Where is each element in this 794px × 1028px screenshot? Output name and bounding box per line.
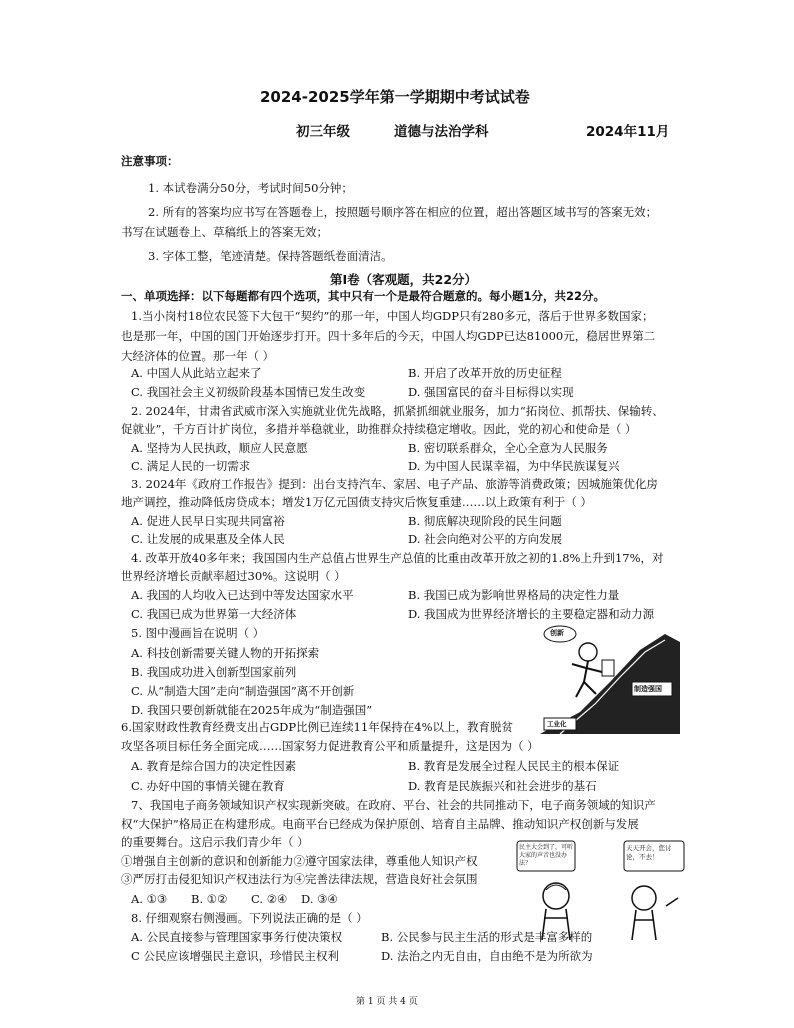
option-c: C. ②④	[251, 892, 288, 906]
question-text: 权“大保护”格局正在构建形成。电商平台已经成为保护原创、培育自主品牌、推动知识产权创新与发展	[121, 817, 639, 831]
question-statement: ③严厉打击侵犯知识产权违法行为④完善法律法规，营造良好社会氛围	[121, 872, 478, 886]
option-d: D. 教育是民族振兴和社会进步的基石	[408, 779, 597, 793]
option-d: D. 社会向绝对公平的方向发展	[408, 532, 563, 546]
grade-label: 初三年级	[296, 124, 350, 140]
cartoon-label: 工业化	[547, 720, 567, 728]
option-a: A. 教育是综合国力的决定性因素	[131, 759, 297, 773]
option-b: B. 彻底解决现阶段的民生问题	[408, 514, 562, 528]
option-a: A. 促进人民早日实现共同富裕	[131, 514, 285, 528]
option-c: C. 让发展的成果惠及全体人民	[131, 532, 285, 546]
notice-item: 2. 所有的答案均应书写在答题卷上，按照题号顺序答在相应的位置，超出答题区域书写的答案无效；	[148, 205, 658, 219]
option-c: C. 我国已成为世界第一大经济体	[131, 607, 297, 621]
question-text: 的重要舞台。这启示我们青少年（ ）	[121, 835, 309, 849]
option-c: C. 满足人民的一切需求	[131, 459, 251, 473]
question-text: 5. 图中漫画旨在说明（ ）	[131, 626, 265, 640]
person-head	[632, 886, 656, 910]
innovation-cartoon	[540, 622, 680, 734]
climber-body	[572, 661, 602, 697]
question-text: 4. 改革开放40多年来；我国国内生产总值占世界生产总值的比重由改革开放之初的1.8%上升到17%，对	[131, 551, 664, 565]
notice-item: 书写在试题卷上、草稿纸上的答案无效；	[121, 225, 328, 239]
page-number: 第 1 页 共 4 页	[356, 997, 418, 1007]
option-d: D. 我国只要创新就能在2025年成为“制造强国”	[131, 703, 373, 717]
cartoon-label: 制造强国	[634, 684, 662, 693]
option-a: A. ①③	[131, 892, 168, 906]
notice-item: 1. 本试卷满分50分，考试时间50分钟；	[148, 181, 353, 195]
option-d: D. 我国成为世界经济增长的主要稳定器和动力源	[408, 607, 655, 621]
question-text: 6.国家财政性教育经费支出占GDP比例已连续11年保持在4%以上，教育脱贫	[121, 720, 513, 734]
option-d: D. 为中国人民谋幸福，为中华民族谋复兴	[408, 459, 620, 473]
question-text: 3. 2024年《政府工作报告》提到：出台支持汽车、家居、电子产品、旅游等消费政策；因城施策优化房	[131, 477, 658, 491]
question-text: 也是那一年，中国的国门开始逐步打开。四十多年后的今天，中国人均GDP已达81000元，稳居世界第二	[121, 329, 656, 343]
option-a: A. 坚持为人民执政，顺应人民意愿	[131, 441, 308, 455]
climber-head	[579, 643, 597, 661]
notice-heading: 注意事项：	[121, 154, 179, 168]
notice-item: 3. 字体工整，笔迹清楚。保持答题纸卷面清洁。	[148, 249, 393, 263]
cartoon-speech: 天天开会，您讨论，不去！	[626, 844, 672, 861]
climber-sign	[602, 660, 614, 676]
cartoon-speech: 民主大会到了，可听大家的声音也没办法？	[519, 844, 574, 867]
option-b: B. 密切联系群众，全心全意为人民服务	[408, 441, 608, 455]
question-text: 促就业”，千方百计扩岗位，多措并举稳就业，助推群众持续稳定增收。因此，党的初心和使命是（ ）	[121, 422, 637, 436]
person-head	[543, 883, 569, 909]
question-text: 1.当小岗村18位农民签下大包干“契约”的那一年，中国人均GDP只有280多元，落后于世界多数国家；	[131, 309, 654, 323]
option-c: C. 从“制造大国”走向“制造强国”离不开创新	[131, 684, 355, 698]
exam-title: 2024-2025学年第一学期期中考试试卷	[260, 88, 530, 106]
section-instruction: 一、单项选择：以下每题都有四个选项，其中只有一个是最符合题意的。每小题1分，共22分。	[121, 289, 606, 303]
option-b: B. 我国已成为影响世界格局的决定性力量	[408, 588, 620, 602]
option-b: B. 开启了改革开放的历史征程	[408, 366, 562, 380]
option-a: A. 中国人从此站立起来了	[131, 366, 262, 380]
option-b: B. 我国成功进入创新型国家前列	[131, 665, 297, 679]
question-text: 大经济体的位置。那一年（ ）	[121, 349, 275, 363]
person-arm	[666, 898, 678, 906]
option-a: A. 公民直接参与管理国家事务行使决策权	[131, 930, 343, 944]
option-d: D. 强国富民的奋斗目标得以实现	[408, 385, 574, 399]
subject-label: 道德与法治学科	[394, 124, 489, 140]
option-d: D. 法治之内无自由，自由绝不是为所欲为	[381, 949, 593, 963]
option-a: A. 科技创新需要关键人物的开拓探索	[131, 646, 320, 660]
question-text: 2. 2024年，甘肃省武威市深入实施就业优先战略，抓紧抓细就业服务，加力“拓岗位、抓帮扶、保输转、	[131, 404, 664, 418]
option-b: B. 教育是发展全过程人民民主的根本保证	[408, 759, 620, 773]
option-c: C 公民应该增强民主意识，珍惜民主权利	[131, 949, 339, 963]
question-statement: ①增强自主创新的意识和创新能力②遵守国家法律，尊重他人知识产权	[121, 854, 478, 868]
option-b: B. 公民参与民主生活的形式是丰富多样的	[381, 930, 593, 944]
question-text: 地产调控，推动降低房贷成本；增发1万亿元国债支持灾后恢复重建……以上政策有利于（ ）	[121, 495, 592, 509]
democracy-cartoon	[516, 840, 686, 940]
question-text: 7、我国电子商务领域知识产权实现新突破。在政府、平台、社会的共同推动下，电子商务领域的知识产	[131, 798, 656, 812]
question-text: 8. 仔细观察右侧漫画。下列说法正确的是（ ）	[131, 911, 368, 925]
cartoon-label: 创新	[550, 628, 564, 637]
option-d: D. ③④	[301, 892, 338, 906]
question-text: 世界经济增长贡献率超过30%。这说明（ ）	[121, 569, 346, 583]
option-c: C. 我国社会主义初级阶段基本国情已发生改变	[131, 385, 366, 399]
person-body	[632, 910, 656, 940]
section-title: 第Ⅰ卷（客观题，共22分）	[330, 272, 478, 287]
exam-date: 2024年11月	[586, 124, 670, 140]
cartoon-drawing	[540, 622, 680, 734]
option-a: A. 我国的人均收入已达到中等发达国家水平	[131, 588, 354, 602]
option-b: B. ①②	[191, 892, 228, 906]
option-c: C. 办好中国的事情关键在教育	[131, 779, 285, 793]
question-text: 攻坚各项目标任务全面完成……国家努力促进教育公平和质量提升，这是因为（ ）	[121, 739, 539, 753]
